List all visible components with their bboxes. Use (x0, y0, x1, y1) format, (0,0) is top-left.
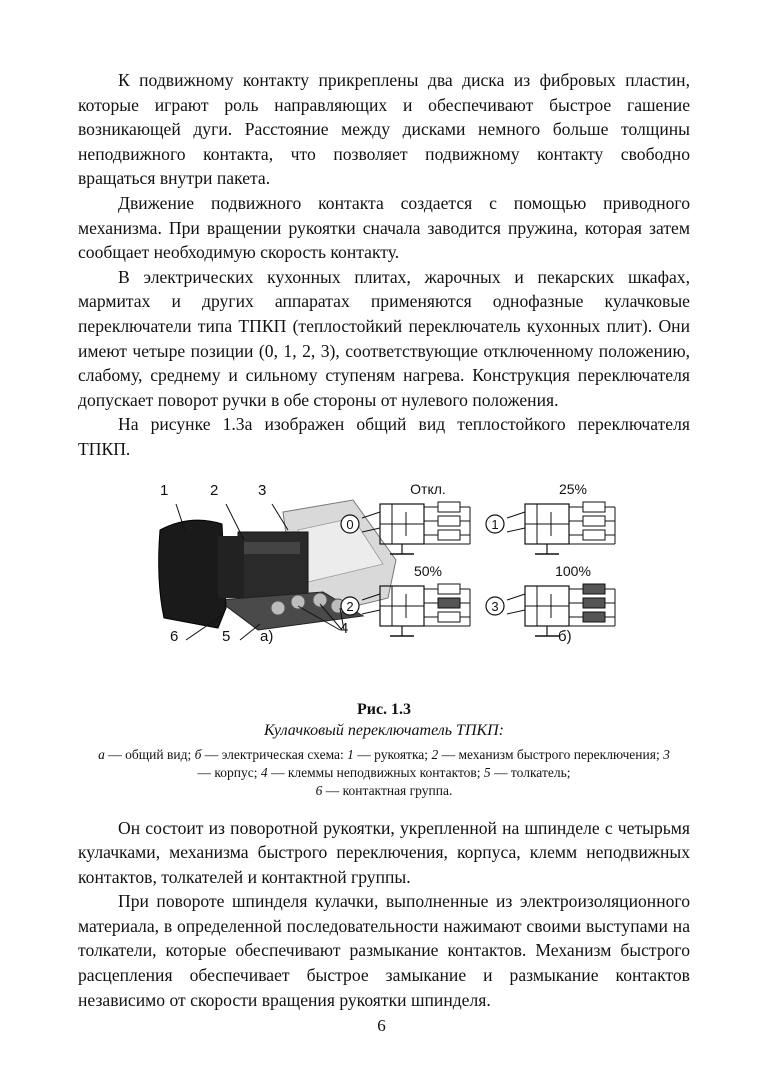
legend-key-a: а (98, 746, 105, 762)
caption-subtitle: Кулачковый переключатель ТПКП: (263, 721, 505, 739)
heating-element (583, 584, 605, 594)
legend-text-6: — контактная группа. (322, 782, 453, 798)
legend-text-b: — электрическая схема: (201, 746, 348, 762)
heating-element (438, 612, 460, 622)
page-body (78, 68, 690, 1012)
heating-element (438, 584, 460, 594)
label-3: 3 (258, 481, 267, 499)
heating-element (438, 516, 460, 526)
heating-element (583, 612, 605, 622)
paragraph-2: Движение подвижного контакта создается с помощью приводного механизма. При вращении рукоятки сначала заводится пружина, которая затем сообщает необходимую скорость контакту. (78, 192, 690, 263)
input-lead (507, 512, 525, 518)
input-lead (507, 610, 525, 614)
label-4: 4 (340, 619, 349, 637)
paragraph-3: В электрических кухонных плитах, жарочных и пекарских шкафах, мармитах и других аппаратах применяются однофазные кулачковые переключатели типа ТПКП (теплостойкий переключатель кухонных плит). Они имеют четыре позиции (0, 1, 2, 3), соответствующие отключенному положению, слабому, среднему и сильному ступеням нагрева. Конструкция переключателя допускает поворот ручки в обе стороны от нулевого положения. (78, 266, 690, 410)
caption-title: Рис. 1.3 (356, 700, 412, 718)
heating-element (583, 598, 605, 608)
legend-text-2: — механизм быстрого переключения; (438, 746, 664, 762)
scheme-label-0: Откл. (410, 481, 446, 497)
caption-legend (78, 746, 690, 800)
heating-element (583, 530, 605, 540)
legend-text-1: — рукоятка; (353, 746, 432, 762)
legend-key-6: 6 (315, 782, 323, 798)
legend-text-4: — клеммы неподвижных контактов; (267, 764, 484, 780)
input-lead (362, 512, 380, 518)
scheme-position-1: 1 (491, 516, 499, 532)
figure-1-3 (78, 468, 690, 698)
legend-text-3: — корпус; (197, 764, 261, 780)
label-a: а) (260, 627, 274, 645)
legend-text-5: — толкатель; (490, 764, 571, 780)
legend-key-5: 5 (483, 764, 491, 780)
scheme-position-3: 3 (491, 598, 499, 614)
input-lead (507, 528, 525, 532)
heating-element (438, 530, 460, 540)
legend-key-3: 3 (663, 746, 670, 762)
label-1: 1 (160, 481, 169, 499)
paragraph-6: При повороте шпинделя кулачки, выполненные из электроизоляционного материала, в определенной последовательности нажимают своими выступами на толкатели, которые обеспечивают размыкание контактов. Механизм быстрого расцепления обеспечивает быстрое замыкание и размыкание контактов независимо от скорости вращения рукоятки шпинделя. (78, 891, 690, 1010)
legend-key-b: б (194, 746, 202, 762)
scheme-position-0: 0 (346, 516, 354, 532)
legend-key-1: 1 (347, 746, 354, 762)
legend-text-a: — общий вид; (104, 746, 195, 762)
electrical-schemes (340, 482, 630, 652)
paragraph-1: К подвижному контакту прикреплены два диска из фибровых пластин, которые играют роль направляющих и обеспечивают быстрое гашение возникающей дуги. Расстояние между дисками немного больше толщины неподвижного контакта, что позволяет подвижному контакту свободно вращаться внутри пакета. (78, 70, 690, 189)
heating-element (583, 502, 605, 512)
input-lead (362, 528, 380, 532)
legend-key-2: 2 (431, 746, 439, 762)
paragraph-4: На рисунке 1.3а изображен общий вид теплостойкого переключателя ТПКП. (78, 414, 690, 459)
input-lead (507, 594, 525, 600)
page-number: 6 (377, 1016, 386, 1035)
label-b: б) (558, 627, 572, 645)
paragraph-5: Он состоит из поворотной рукоятки, укрепленной на шпинделе с четырьмя кулачками, механизма быстрого переключения, корпуса, клемм неподвижных контактов, толкателей и контактной группы. (78, 817, 690, 887)
scheme-label-2: 50% (413, 562, 443, 579)
input-lead (362, 594, 380, 600)
heating-element (583, 516, 605, 526)
scheme-position-2: 2 (346, 598, 354, 614)
scheme-label-3: 100% (555, 562, 591, 579)
scheme-label-1: 25% (558, 481, 588, 497)
heating-element (438, 598, 460, 608)
label-6: 6 (170, 627, 179, 645)
input-lead (362, 610, 380, 614)
label-2: 2 (210, 481, 219, 499)
label-5: 5 (222, 627, 231, 645)
legend-key-4: 4 (260, 764, 268, 780)
figure-caption (78, 700, 690, 800)
heating-element (438, 502, 460, 512)
